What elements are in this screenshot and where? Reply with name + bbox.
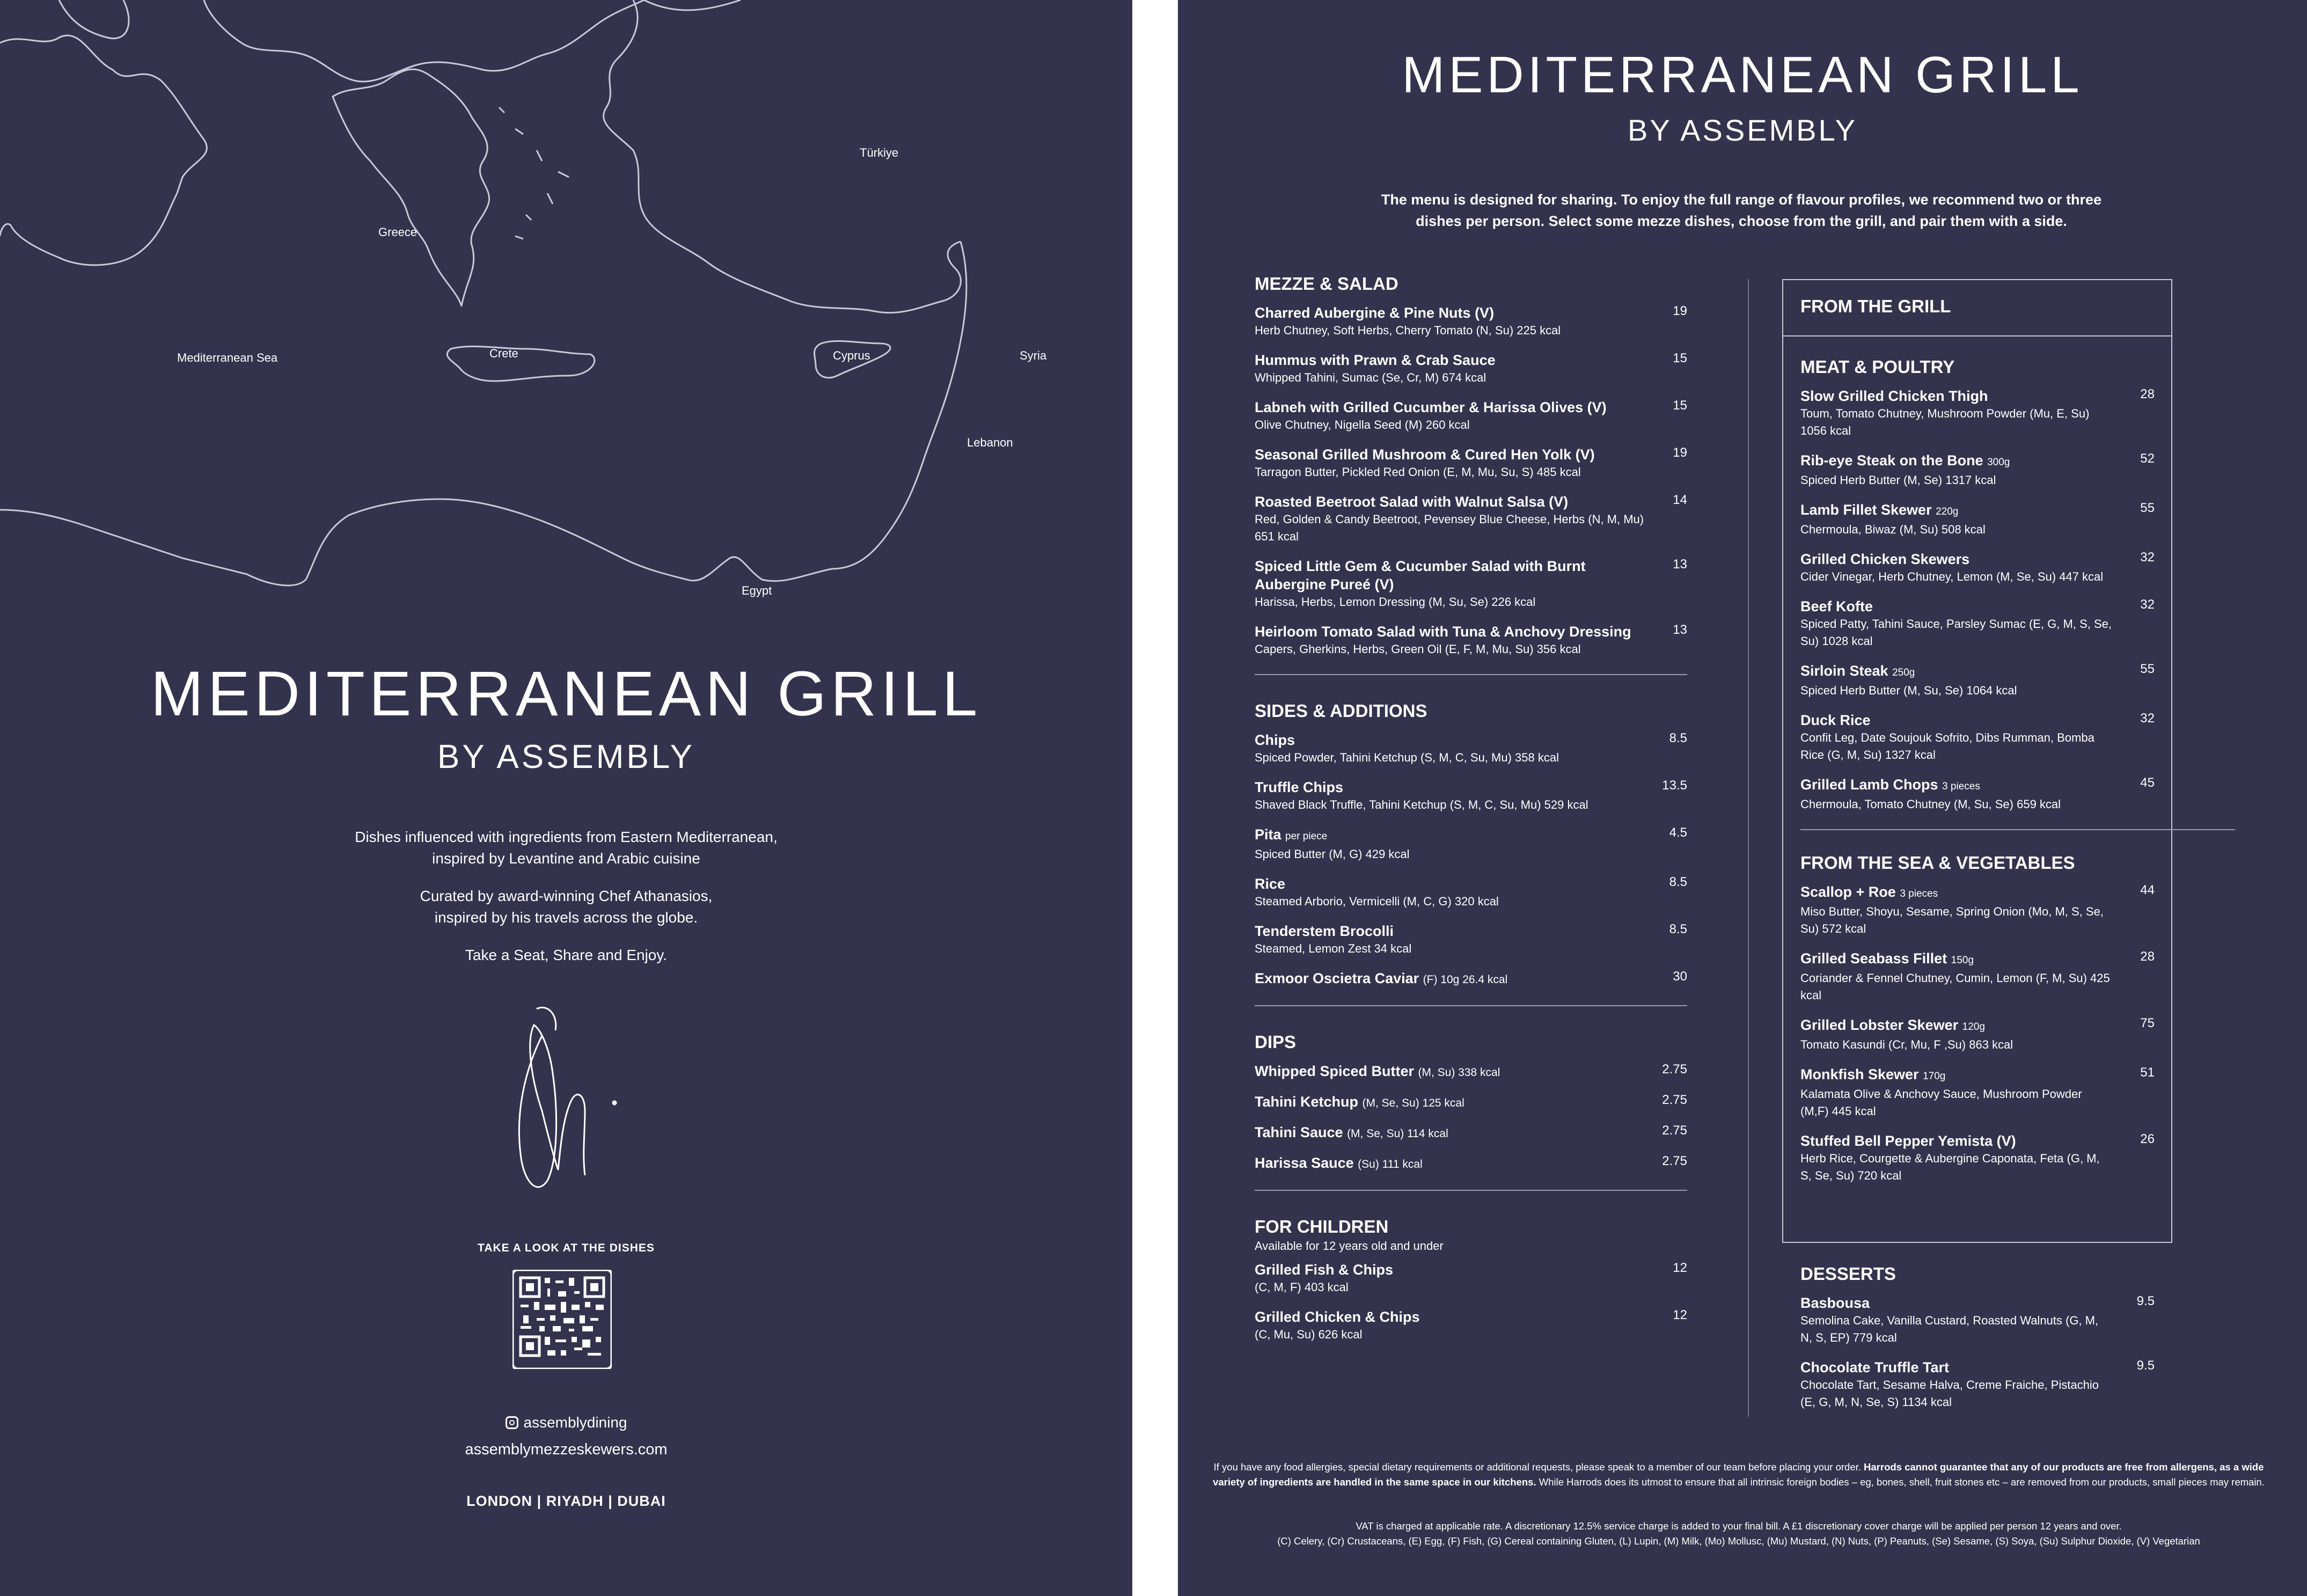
item-name: Grilled Lobster Skewer	[1800, 1017, 1959, 1033]
menu-item	[1255, 304, 1687, 339]
cover-title: MEDITERRANEAN GRILL	[150, 658, 982, 729]
menu-item	[1800, 1065, 2155, 1120]
item-price: 9.5	[2136, 1358, 2155, 1373]
menu-right-column	[1800, 357, 2155, 1196]
map-label-greece: Greece	[378, 225, 418, 239]
menu-item	[1800, 550, 2155, 585]
item-desc: Confit Leg, Date Soujouk Sofrito, Dibs Rumman, Bomba Rice (G, M, Su) 1327 kcal	[1800, 731, 2094, 762]
allergy-warning: Harrods cannot guarantee that any of our products are free from allergens, as a wide variety of ingredients are handled in the same space in our kitchens.	[1213, 1461, 2264, 1488]
menu-item	[1800, 387, 2155, 440]
item-price: 75	[2140, 1016, 2155, 1030]
item-name: Tenderstem Brocolli	[1255, 923, 1394, 939]
menu-item	[1255, 623, 1687, 658]
menu-item	[1255, 778, 1687, 814]
item-price: 26	[2140, 1132, 2155, 1146]
item-desc: Cider Vinegar, Herb Chutney, Lemon (M, Se, Su) 447 kcal	[1800, 570, 2104, 583]
item-name: Spiced Little Gem & Cucumber Salad with Burnt Aubergine Pureé (V)	[1255, 558, 1586, 592]
item-name: Grilled Fish & Chips	[1255, 1262, 1394, 1278]
menu-item	[1255, 922, 1687, 957]
menu-item	[1255, 1062, 1687, 1082]
item-name: Seasonal Grilled Mushroom & Cured Hen Yolk (V)	[1255, 446, 1595, 463]
section-title-desserts: DESSERTS	[1800, 1264, 1896, 1284]
item-price: 4.5	[1669, 825, 1687, 840]
item-price: 13.5	[1662, 778, 1687, 793]
item-price: 15	[1673, 398, 1687, 413]
item-price: 19	[1673, 445, 1687, 460]
item-price: 8.5	[1669, 922, 1687, 936]
menu-left-column	[1255, 274, 1687, 1355]
coastline-turkey	[604, 0, 961, 313]
section-title-children: FOR CHILDREN	[1255, 1217, 1389, 1236]
menu-item	[1800, 1132, 2155, 1184]
crete-island	[447, 347, 595, 381]
item-desc: Spiced Powder, Tahini Ketchup (S, M, C, Su, Mu) 358 kcal	[1255, 751, 1559, 764]
coastline-north	[0, 35, 207, 265]
item-qualifier: 3 pieces	[1942, 781, 1980, 792]
item-price: 8.5	[1669, 875, 1687, 889]
desserts-list	[1800, 1294, 2155, 1411]
grill-heading-wrap	[1800, 296, 2155, 326]
item-price: 51	[2140, 1065, 2155, 1080]
item-name: Truffle Chips	[1255, 779, 1344, 795]
item-price: 32	[2140, 597, 2155, 612]
vat-notice: VAT is charged at applicable rate. A discretionary 12.5% service charge is added to your final bill. A £1 discretionary cover charge will be applied per person 12 years and over.	[1356, 1520, 2122, 1532]
item-price: 2.75	[1662, 1123, 1687, 1138]
children-note: Available for 12 years old and under	[1255, 1239, 1444, 1253]
qr-code[interactable]	[512, 1270, 612, 1369]
menu-item	[1800, 662, 2155, 699]
item-name: Beef Kofte	[1800, 598, 1873, 614]
item-name: Lamb Fillet Skewer	[1800, 502, 1932, 518]
allergen-key: (C) Celery, (Cr) Crustaceans, (E) Egg, (F) Fish, (G) Cereal containing Gluten, (L) Lupin, (M) Milk, (Mo) Mollusc, (Mu) Mustard, (N) Nuts, (P) Peanuts, (Se) Sesame, (S) Soya, (Su) Sulphur Dioxide, (V) Vegetarian	[1277, 1535, 2200, 1547]
item-name: Duck Rice	[1800, 712, 1871, 728]
item-price: 28	[2140, 387, 2155, 401]
menu-item	[1255, 825, 1687, 863]
map-label-lebanon: Lebanon	[967, 436, 1013, 449]
item-desc: Shaved Black Truffle, Tahini Ketchup (S, M, C, Su, Mu) 529 kcal	[1255, 798, 1588, 811]
map-label-syria: Syria	[1020, 349, 1047, 362]
item-name: Pita	[1255, 826, 1281, 843]
menu-title: MEDITERRANEAN GRILL	[1402, 46, 2083, 104]
item-name: Roasted Beetroot Salad with Walnut Salsa (V)	[1255, 494, 1569, 510]
qr-caption: TAKE A LOOK AT THE DISHES	[478, 1242, 655, 1254]
map-label-mediterranean-sea: Mediterranean Sea	[177, 351, 278, 364]
item-price: 19	[1673, 304, 1687, 318]
section-title-dips: DIPS	[1255, 1032, 1297, 1052]
menu-item	[1255, 557, 1687, 611]
map-label-egypt: Egypt	[742, 584, 772, 597]
item-price: 52	[2140, 451, 2155, 466]
instagram-handle[interactable]	[0, 1414, 1132, 1431]
item-desc: Steamed Arborio, Vermicelli (M, C, G) 320 kcal	[1255, 895, 1499, 908]
item-desc: Toum, Tomato Chutney, Mushroom Powder (Mu, E, Su) 1056 kcal	[1800, 407, 2090, 437]
menu-item	[1255, 1261, 1687, 1296]
item-qualifier: (M, Su) 338 kcal	[1418, 1066, 1500, 1079]
item-name: Charred Aubergine & Pine Nuts (V)	[1255, 305, 1495, 321]
item-price: 44	[2140, 883, 2155, 897]
section-title-grill: FROM THE GRILL	[1800, 296, 1951, 316]
coastline-balkans	[204, 0, 644, 82]
item-price: 12	[1673, 1261, 1687, 1275]
menu-item	[1800, 451, 2155, 489]
allergy-notice	[1213, 1460, 2265, 1490]
item-price: 55	[2140, 501, 2155, 515]
item-qualifier: (Su) 111 kcal	[1358, 1158, 1423, 1170]
menu-item	[1255, 493, 1687, 545]
map-label-turkiye: Türkiye	[860, 146, 899, 159]
item-qualifier: 300g	[1987, 457, 2010, 468]
item-qualifier: (M, Se, Su) 114 kcal	[1347, 1128, 1448, 1140]
intro-line: Dishes influenced with ingredients from Eastern Mediterranean,	[355, 829, 778, 845]
sides-list	[1255, 731, 1687, 989]
item-price: 2.75	[1662, 1062, 1687, 1077]
item-price: 30	[1673, 969, 1687, 984]
menu-item	[1255, 1093, 1687, 1112]
intro-line: Curated by award-winning Chef Athanasios,	[420, 888, 713, 904]
meat-list	[1800, 387, 2155, 813]
item-name: Hummus with Prawn & Crab Sauce	[1255, 352, 1496, 368]
menu-intro-line: dishes per person. Select some mezze dishes, choose from the grill, and pair them with a side.	[1416, 213, 2067, 229]
cover-panel	[0, 0, 1132, 1596]
menu-intro	[1339, 189, 2144, 232]
item-price: 32	[2140, 711, 2155, 726]
item-price: 45	[2140, 775, 2155, 790]
item-name: Harissa Sauce	[1255, 1155, 1354, 1171]
item-desc: Red, Golden & Candy Beetroot, Pevensey Blue Cheese, Herbs (N, M, Mu) 651 kcal	[1255, 513, 1644, 543]
locations: LONDON | RIYADH | DUBAI	[466, 1493, 666, 1509]
menu-intro-line: The menu is designed for sharing. To enjoy the full range of flavour profiles, we recommend two or three	[1381, 192, 2102, 208]
item-desc: Chermoula, Tomato Chutney (M, Su, Se) 659 kcal	[1800, 797, 2061, 811]
grill-header-divider	[1782, 335, 2172, 336]
item-price: 14	[1673, 493, 1687, 507]
map-label-cyprus: Cyprus	[833, 349, 870, 362]
allergy-text-2: While Harrods does its utmost to ensure that all intrinsic foreign bodies – eg, bones, shell, fruit stones etc – are removed from our products, small pieces may remain.	[1539, 1476, 2265, 1488]
item-qualifier: (M, Se, Su) 125 kcal	[1362, 1097, 1464, 1109]
item-desc: Harissa, Herbs, Lemon Dressing (M, Su, Se) 226 kcal	[1255, 595, 1536, 609]
item-price: 2.75	[1662, 1154, 1687, 1168]
menu-item	[1255, 731, 1687, 766]
desserts-column	[1800, 1264, 2155, 1423]
item-name: Rib-eye Steak on the Bone	[1800, 452, 1983, 468]
menu-item	[1255, 351, 1687, 386]
menu-item	[1255, 875, 1687, 910]
item-qualifier: (F) 10g 26.4 kcal	[1423, 973, 1508, 986]
item-name: Rice	[1255, 876, 1286, 892]
item-price: 9.5	[2136, 1294, 2155, 1308]
item-name: Stuffed Bell Pepper Yemista (V)	[1800, 1133, 2016, 1149]
item-desc: Whipped Tahini, Sumac (Se, Cr, M) 674 kcal	[1255, 371, 1486, 384]
section-divider	[1255, 674, 1687, 675]
intro-line: inspired by his travels across the globe.	[434, 909, 698, 926]
item-price: 13	[1673, 557, 1687, 572]
menu-item	[1800, 775, 2155, 813]
allergy-text: If you have any food allergies, special dietary requirements or additional requests, please speak to a member of our team before placing your order.	[1213, 1461, 1861, 1473]
coastline-egypt	[0, 499, 832, 585]
item-price: 12	[1673, 1308, 1687, 1322]
item-desc: Chermoula, Biwaz (M, Su) 508 kcal	[1800, 523, 1986, 536]
item-qualifier: 170g	[1923, 1071, 1946, 1082]
item-desc: Spiced Butter (M, G) 429 kcal	[1255, 847, 1410, 861]
instagram-label: assemblydining	[523, 1414, 627, 1431]
intro-line: inspired by Levantine and Arabic cuisine	[432, 850, 700, 867]
menu-item	[1800, 501, 2155, 538]
coastline-greece	[333, 69, 489, 306]
menu-item	[1800, 1016, 2155, 1053]
coastline-turkey-north	[644, 0, 741, 10]
item-desc: Kalamata Olive & Anchovy Sauce, Mushroom Powder (M,F) 445 kcal	[1800, 1087, 2082, 1118]
item-desc: Spiced Herb Butter (M, Su, Se) 1064 kcal	[1800, 684, 2017, 697]
item-desc: Spiced Herb Butter (M, Se) 1317 kcal	[1800, 473, 1996, 487]
section-title-meat: MEAT & POULTRY	[1800, 357, 1955, 377]
item-desc: Semolina Cake, Vanilla Custard, Roasted Walnuts (G, M, N, S, EP) 779 kcal	[1800, 1314, 2099, 1344]
item-name: Basbousa	[1800, 1295, 1870, 1311]
item-name: Grilled Chicken Skewers	[1800, 551, 1970, 567]
item-desc: (C, Mu, Su) 626 kcal	[1255, 1328, 1363, 1341]
mezze-list	[1255, 304, 1687, 658]
menu-item	[1255, 398, 1687, 434]
cover-intro	[298, 826, 834, 966]
menu-subtitle: BY ASSEMBLY	[1628, 113, 1857, 147]
item-name: Labneh with Grilled Cucumber & Harissa Olives (V)	[1255, 399, 1607, 415]
item-name: Grilled Seabass Fillet	[1800, 950, 1947, 967]
menu-item	[1800, 711, 2155, 764]
item-price: 8.5	[1669, 731, 1687, 745]
item-price: 13	[1673, 623, 1687, 637]
section-title-mezze: MEZZE & SALAD	[1255, 274, 1398, 294]
item-price: 55	[2140, 662, 2155, 676]
item-price: 28	[2140, 949, 2155, 964]
item-desc: Herb Rice, Courgette & Aubergine Caponata, Feta (G, M, S, Se, Su) 720 kcal	[1800, 1152, 2100, 1182]
website-link[interactable]: assemblymezzeskewers.com	[465, 1441, 668, 1458]
intro-line: Take a Seat, Share and Enjoy.	[465, 947, 668, 963]
item-name: Monkfish Skewer	[1800, 1066, 1919, 1082]
menu-item	[1255, 969, 1687, 989]
item-desc: Spiced Patty, Tahini Sauce, Parsley Sumac (E, G, M, S, Se, Su) 1028 kcal	[1800, 617, 2112, 648]
item-price: 15	[1673, 351, 1687, 365]
menu-item	[1800, 883, 2155, 938]
sea-list	[1800, 883, 2155, 1184]
item-name: Slow Grilled Chicken Thigh	[1800, 388, 1988, 404]
item-name: Scallop + Roe	[1800, 884, 1896, 900]
item-qualifier: 220g	[1936, 506, 1959, 517]
section-divider	[1255, 1005, 1687, 1006]
item-name: Tahini Sauce	[1255, 1124, 1343, 1140]
item-desc: Chocolate Tart, Sesame Halva, Creme Fraiche, Pistachio (E, G, M, N, Se, S) 1134 kcal	[1800, 1378, 2099, 1409]
coastline-levant	[832, 241, 966, 569]
menu-item	[1255, 1308, 1687, 1343]
coastline-italy	[59, 0, 129, 39]
cover-subtitle: BY ASSEMBLY	[437, 738, 695, 775]
menu-item	[1255, 1154, 1687, 1174]
menu-item	[1255, 1123, 1687, 1143]
menu-item	[1800, 949, 2155, 1004]
item-price: 32	[2140, 550, 2155, 565]
map-label-crete: Crete	[489, 347, 518, 360]
item-desc: Capers, Gherkins, Herbs, Green Oil (E, F, M, Mu, Su) 356 kcal	[1255, 642, 1581, 656]
dips-list	[1255, 1062, 1687, 1174]
item-name: Tahini Ketchup	[1255, 1094, 1358, 1110]
item-desc: Tomato Kasundi (Cr, Mu, F ,Su) 863 kcal	[1800, 1038, 2013, 1051]
menu-item	[1800, 597, 2155, 650]
section-title-sea: FROM THE SEA & VEGETABLES	[1800, 853, 2075, 873]
item-name: Grilled Chicken & Chips	[1255, 1309, 1420, 1325]
section-divider	[1255, 1190, 1687, 1191]
item-name: Sirloin Steak	[1800, 663, 1888, 679]
item-name: Whipped Spiced Butter	[1255, 1063, 1414, 1079]
item-desc: Miso Butter, Shoyu, Sesame, Spring Onion (Mo, M, S, Se, Su) 572 kcal	[1800, 905, 2104, 935]
mediterranean-map	[0, 0, 1132, 601]
item-name: Exmoor Oscietra Caviar	[1255, 970, 1419, 986]
item-desc: (C, M, F) 403 kcal	[1255, 1280, 1349, 1294]
item-desc: Tarragon Butter, Pickled Red Onion (E, M, Mu, Su, S) 485 kcal	[1255, 465, 1581, 479]
item-qualifier: 150g	[1951, 955, 1974, 966]
chef-signature	[504, 1004, 633, 1207]
item-name: Heirloom Tomato Salad with Tuna & Anchovy Dressing	[1255, 624, 1631, 640]
section-title-sides: SIDES & ADDITIONS	[1255, 701, 1427, 721]
item-desc: Steamed, Lemon Zest 34 kcal	[1255, 942, 1412, 955]
item-qualifier: 3 pieces	[1900, 888, 1938, 899]
section-divider	[1800, 829, 2235, 830]
item-qualifier: per piece	[1285, 831, 1328, 842]
children-list	[1255, 1261, 1687, 1343]
column-divider	[1748, 279, 1749, 1417]
instagram-icon	[506, 1416, 518, 1429]
item-desc: Coriander & Fennel Chutney, Cumin, Lemon (F, M, Su) 425 kcal	[1800, 971, 2110, 1002]
item-desc: Olive Chutney, Nigella Seed (M) 260 kcal	[1255, 418, 1470, 431]
item-name: Chocolate Truffle Tart	[1800, 1359, 1950, 1375]
menu-item	[1800, 1294, 2155, 1346]
aegean-islands	[499, 107, 569, 239]
item-qualifier: 250g	[1892, 667, 1915, 678]
menu-item	[1800, 1358, 2155, 1411]
menu-item	[1255, 445, 1687, 481]
item-qualifier: 120g	[1962, 1021, 1985, 1033]
item-price: 2.75	[1662, 1093, 1687, 1107]
item-name: Chips	[1255, 732, 1295, 748]
item-desc: Herb Chutney, Soft Herbs, Cherry Tomato (N, Su) 225 kcal	[1255, 324, 1561, 337]
item-name: Grilled Lamb Chops	[1800, 777, 1938, 793]
